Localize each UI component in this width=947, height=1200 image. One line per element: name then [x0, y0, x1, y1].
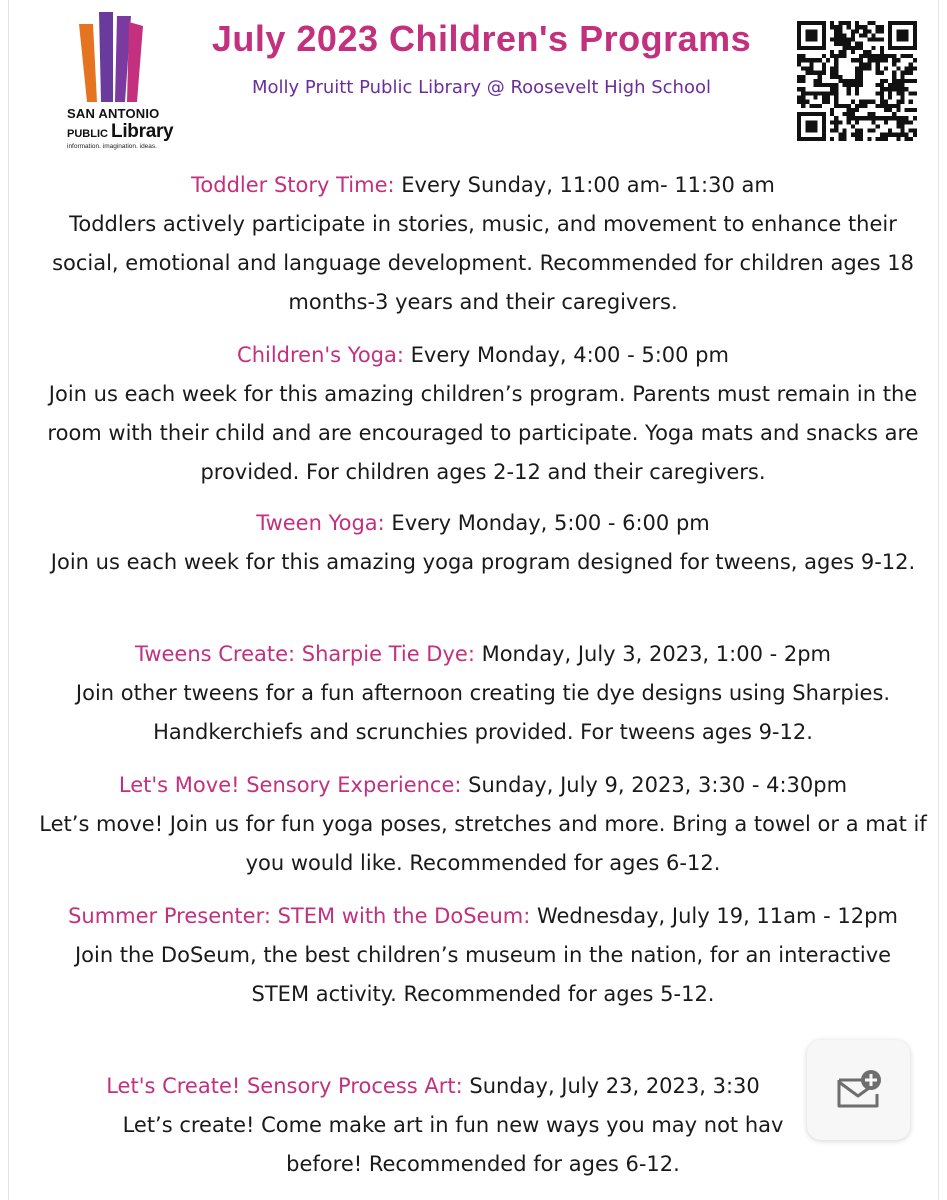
compose-mail-button[interactable] — [807, 1040, 910, 1140]
program-schedule: Monday, July 3, 2023, 1:00 - 2pm — [474, 642, 832, 666]
document-page — [8, 0, 939, 1200]
page-title: July 2023 Children's Programs — [211, 18, 752, 59]
program-schedule: Wednesday, July 19, 11am - 12pm — [530, 904, 898, 928]
program-schedule: Every Monday, 4:00 - 5:00 pm — [403, 343, 729, 367]
program-name: Toddler Story Time: — [191, 173, 395, 197]
program-description-end: before! Recommended for ages 6-12. — [286, 1152, 680, 1176]
program-lets-create-art — [27, 1067, 939, 1184]
program-description: Join us each week for this amazing yoga program designed for tweens, ages 9-12. — [50, 550, 916, 574]
program-name: Let's Create! Sensory Process Art: — [106, 1074, 463, 1098]
program-description: Join us each week for this amazing children’s program. Parents must remain in the room with their child and are encouraged to participate. Yoga mats and snacks are provided. For children ages 2-12 and their caregivers. — [47, 382, 919, 484]
program-tween-yoga — [27, 504, 939, 582]
program-schedule: Sunday, July 9, 2023, 3:30 - 4:30pm — [461, 773, 848, 797]
program-name: Tween Yoga: — [256, 511, 385, 535]
program-lets-move-sensory — [27, 766, 939, 883]
mail-add-icon — [833, 1068, 885, 1112]
logo-tagline: information. imagination. ideas. — [67, 143, 157, 150]
program-heading — [27, 504, 939, 543]
program-heading — [27, 336, 939, 375]
program-description: Join other tweens for a fun afternoon creating tie dye designs using Sharpies. Handkerchiefs and scrunchies provided. For tweens ages 9-12. — [75, 681, 891, 744]
program-heading — [27, 635, 939, 674]
program-heading — [27, 166, 939, 205]
page-subtitle: Molly Pruitt Public Library @ Roosevelt High School — [251, 77, 711, 98]
logo-line-2 — [67, 121, 173, 143]
program-heading — [27, 1067, 939, 1106]
qr-code-icon — [797, 21, 917, 141]
program-schedule: Sunday, July 23, 2023, 3:30 — [462, 1074, 760, 1098]
program-description: Let’s move! Join us for fun yoga poses, stretches and more. Bring a towel or a mat if you would like. Recommended for ages 6-12. — [39, 812, 927, 875]
program-name: Let's Move! Sensory Experience: — [118, 773, 462, 797]
program-tweens-create-tie-dye — [27, 635, 939, 752]
program-heading — [27, 897, 939, 936]
program-toddler-story-time — [27, 166, 939, 322]
library-logo-bars-icon — [77, 10, 147, 102]
program-schedule: Every Sunday, 11:00 am- 11:30 am — [394, 173, 775, 197]
program-name: Tweens Create: Sharpie Tie Dye: — [134, 642, 475, 666]
program-name: Children's Yoga: — [237, 343, 404, 367]
program-heading — [27, 766, 939, 805]
program-description: Join the DoSeum, the best children’s museum in the nation, for an interactive STEM activity. Recommended for ages 5-12. — [74, 943, 892, 1006]
program-description — [27, 1106, 939, 1184]
program-name: Summer Presenter: STEM with the DoSeum: — [68, 904, 531, 928]
program-childrens-yoga — [27, 336, 939, 492]
program-description-start: Let’s create! Come make art in fun new ways you may not hav — [122, 1113, 784, 1137]
program-stem-doseum — [27, 897, 939, 1014]
library-logo — [67, 10, 172, 150]
logo-line-1: SAN ANTONIO — [67, 106, 160, 121]
program-schedule: Every Monday, 5:00 - 6:00 pm — [384, 511, 710, 535]
program-description: Toddlers actively participate in stories, music, and movement to enhance their social, emotional and language development. Recommended for children ages 18 months-3 years and their caregivers. — [52, 212, 914, 314]
logo-library: Library — [111, 121, 174, 142]
logo-public: PUBLIC — [67, 128, 108, 140]
